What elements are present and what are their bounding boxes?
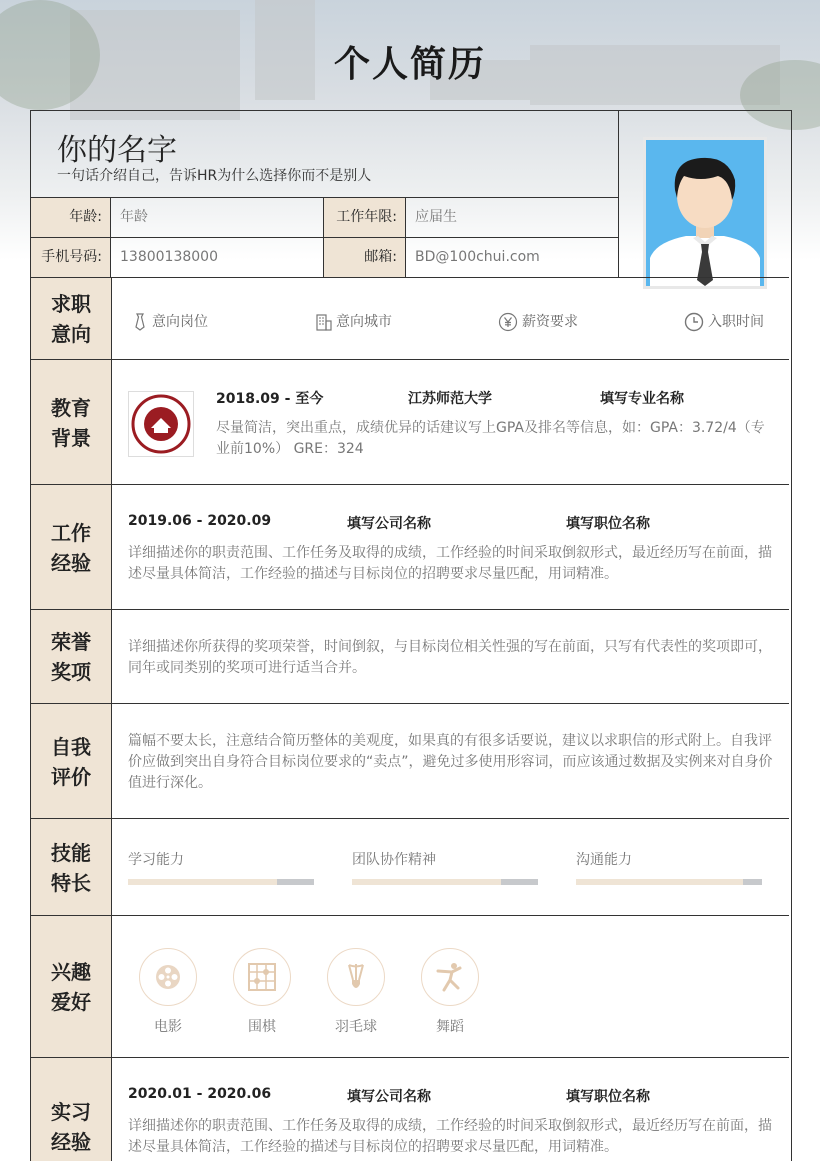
section-label: 教育背景: [31, 360, 112, 485]
building-icon: [316, 313, 332, 331]
tie-icon: [132, 313, 148, 331]
internship-position[interactable]: 填写职位名称: [566, 1089, 650, 1105]
section-skills: [31, 818, 789, 916]
phone-label: 手机号码:: [31, 238, 111, 277]
email-label: 邮箱:: [324, 238, 406, 277]
film-reel-icon: [153, 962, 183, 992]
avatar-illustration-icon: [646, 140, 764, 286]
section-label: 实习经验: [31, 1058, 112, 1161]
section-hobbies: [31, 915, 789, 1058]
go-board-icon: [246, 961, 278, 993]
intent-city[interactable]: 意向城市: [316, 311, 392, 331]
page-title: 个人简历: [333, 44, 486, 85]
name-block: [31, 111, 618, 197]
work-description[interactable]: 详细描述你的职责范围、工作任务及取得的成绩，工作经验的时间采取倒叙形式，最近经历写在前面，描述尽量具体简洁，工作经验的描述与目标岗位的招聘要求尽量匹配，用词精准。: [128, 545, 772, 582]
email-value[interactable]: BD@100chui.com: [415, 249, 540, 265]
skill-item: 团队协作精神: [352, 849, 538, 869]
candidate-name[interactable]: 你的名字: [57, 133, 177, 168]
internship-description[interactable]: 详细描述你的职责范围、工作任务及取得的成绩，工作经验的时间采取倒叙形式，最近经历写在前面，描述尽量具体简洁，工作经验的描述与目标岗位的招聘要求尽量匹配，用词精准。: [128, 1118, 772, 1155]
info-row-1: [31, 197, 618, 237]
section-label: 技能特长: [31, 819, 112, 916]
intent-position[interactable]: 意向岗位: [132, 311, 208, 331]
clock-icon: [684, 312, 704, 332]
section-label: 工作经验: [31, 485, 112, 610]
yen-icon: [498, 312, 518, 332]
section-job-intent: [31, 277, 789, 360]
age-label: 年龄:: [31, 198, 111, 237]
skill-item: 沟通能力: [576, 849, 762, 869]
work-date[interactable]: 2019.06 - 2020.09: [128, 513, 272, 529]
section-internship: [31, 1057, 789, 1161]
info-row-2: [31, 237, 618, 277]
section-label: 自我评价: [31, 704, 112, 819]
work-company[interactable]: 填写公司名称: [347, 516, 431, 532]
section-label: 求职意向: [31, 278, 112, 360]
shuttlecock-icon: [341, 962, 371, 992]
photo-column: [618, 111, 790, 277]
phone-value[interactable]: 13800138000: [111, 238, 324, 277]
skill-level-bar: [352, 879, 538, 885]
section-label: 荣誉奖项: [31, 610, 112, 704]
hobby-item[interactable]: 围棋: [231, 948, 293, 1036]
university-seal-icon: [129, 392, 193, 456]
intent-start-time[interactable]: 入职时间: [684, 311, 764, 332]
hobby-item[interactable]: 电影: [137, 948, 199, 1036]
section-work: [31, 484, 789, 610]
section-honors: [31, 609, 789, 704]
tagline[interactable]: 一句话介绍自己，告诉HR为什么选择你而不是别人: [57, 168, 372, 184]
years-label: 工作年限:: [324, 198, 406, 237]
section-self-evaluation: [31, 703, 789, 819]
education-major[interactable]: 填写专业名称: [600, 391, 684, 407]
education-description[interactable]: 尽量简洁，突出重点，成绩优异的话建议写上GPA及排名等信息，如：GPA：3.72/4（专业前10%） GRE：324: [216, 420, 765, 457]
skill-level-bar: [128, 879, 314, 885]
school-logo: [128, 391, 194, 457]
hobby-item[interactable]: 羽毛球: [325, 948, 387, 1036]
honors-description[interactable]: 详细描述你所获得的奖项荣誉，时间倒叙，与目标岗位相关性强的写在前面，只写有代表性的奖项即可，同年或同类别的奖项可进行适当合并。: [128, 639, 772, 676]
education-date[interactable]: 2018.09 - 至今: [216, 391, 324, 407]
age-value[interactable]: 年龄: [111, 198, 324, 237]
hobby-item[interactable]: 舞蹈: [419, 948, 481, 1036]
education-school[interactable]: 江苏师范大学: [408, 391, 492, 407]
dancer-icon: [434, 961, 466, 993]
skill-level-bar: [576, 879, 762, 885]
internship-date[interactable]: 2020.01 - 2020.06: [128, 1086, 272, 1102]
self-evaluation-description[interactable]: 篇幅不要太长，注意结合简历整体的美观度，如果真的有很多话要说，建议以求职信的形式附上。自我评价应做到突出自身符合目标岗位要求的“卖点”，避免过多使用形容词，而应该通过数据及实例来对自身价值进行深化。: [128, 733, 773, 791]
section-label: 兴趣爱好: [31, 916, 112, 1058]
work-position[interactable]: 填写职位名称: [566, 516, 650, 532]
internship-company[interactable]: 填写公司名称: [347, 1089, 431, 1105]
intent-salary[interactable]: 薪资要求: [498, 311, 578, 332]
skill-item: 学习能力: [128, 849, 314, 869]
avatar[interactable]: [643, 137, 767, 289]
years-value[interactable]: 应届生: [415, 209, 457, 225]
section-education: [31, 359, 789, 485]
